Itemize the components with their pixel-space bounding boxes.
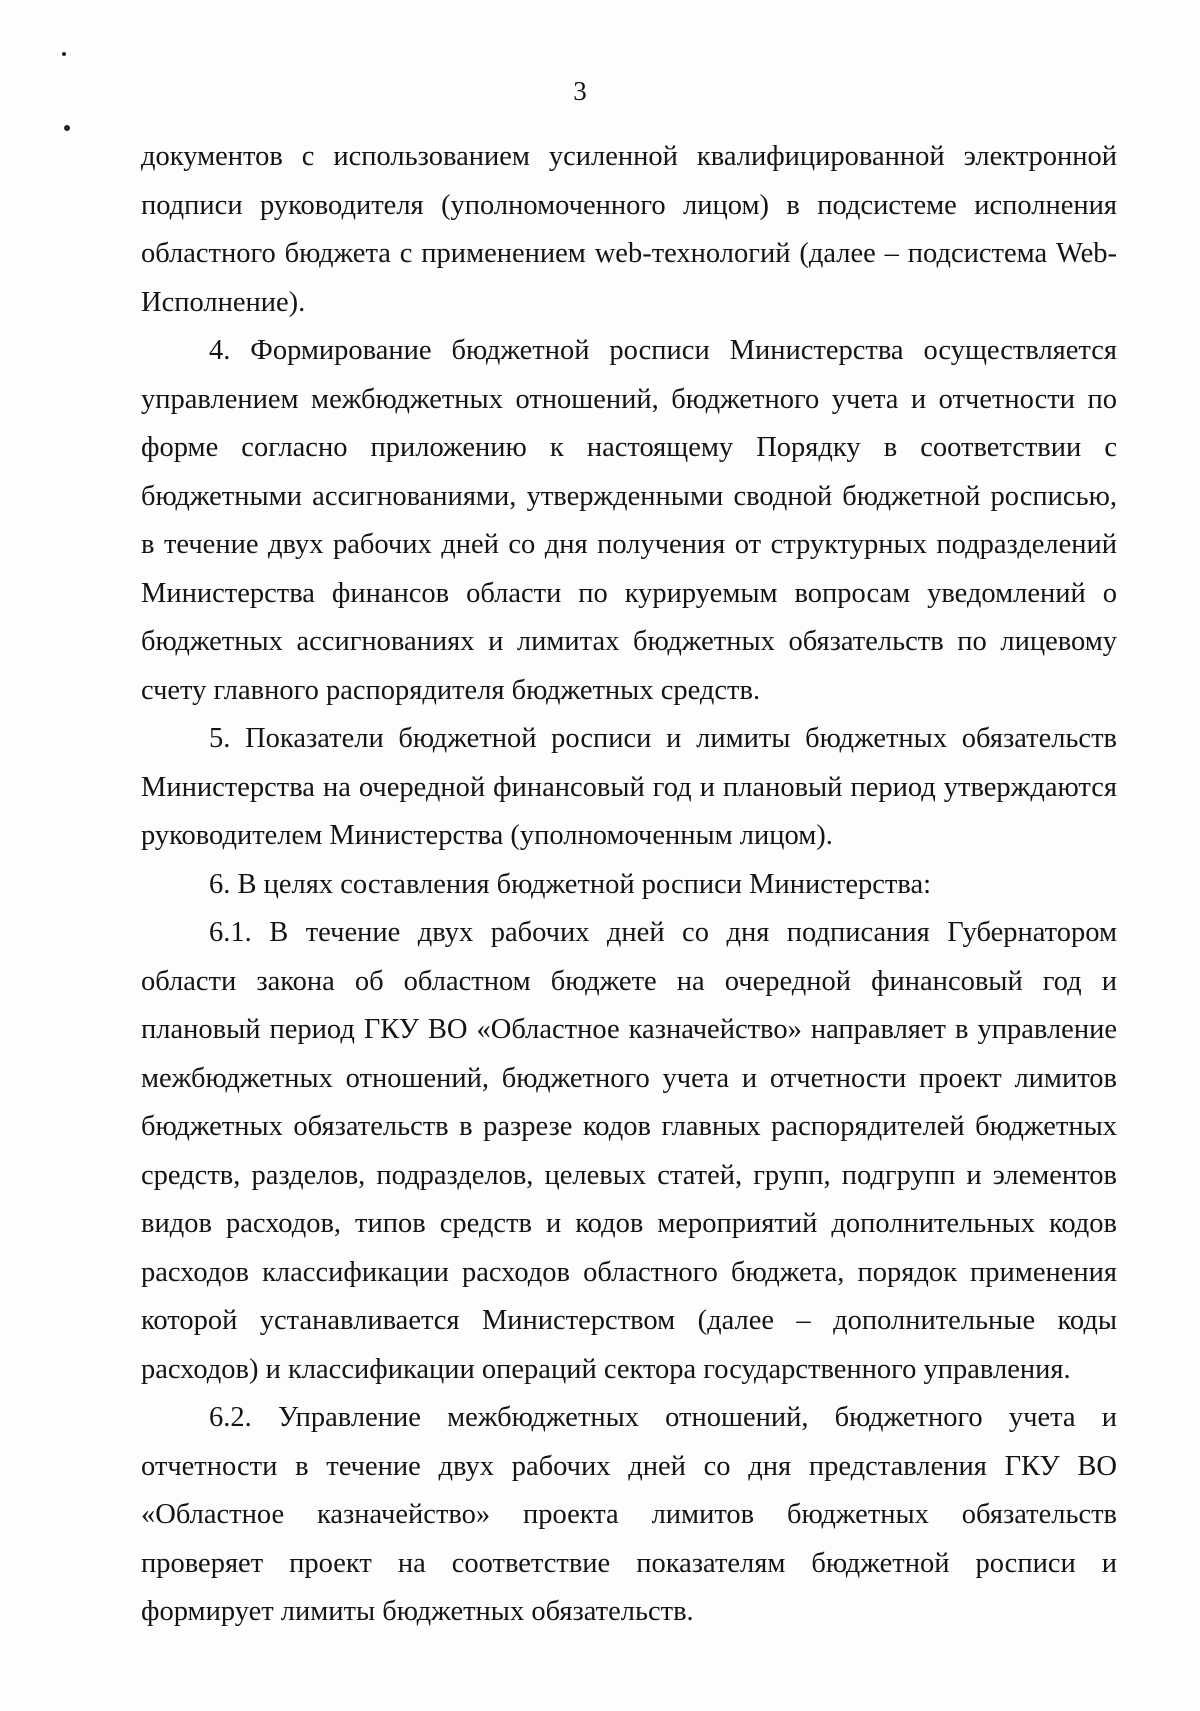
page-number: 3 <box>573 76 587 106</box>
paragraph-4: 4. Формирование бюджетной росписи Министерства осуществляется управлением межбюджетных отношений, бюджетного учета и отчетности по форме согласно приложению к настоящему Порядку в соответствии с бюджетными ассигнованиями, утвержденными сводной бюджетной росписью, в течение двух рабочих дней со дня получения от структурных подразделений Министерства финансов области по курируемым вопросам уведомлений о бюджетных ассигнованиях и лимитах бюджетных обязательств по лицевому счету главного распорядителя бюджетных средств. <box>141 335 1117 706</box>
paragraph-continuation: документов с использованием усиленной квалифицированной электронной подписи руководителя (уполномоченного лицом) в подсистеме исполнения областного бюджета с применением web-технологий (далее – подсистема Web-Исполнение). <box>141 141 1117 318</box>
paragraph-6: 6. В целях составления бюджетной росписи Министерства: <box>209 868 932 900</box>
scan-speck <box>64 125 70 131</box>
paragraph-5: 5. Показатели бюджетной росписи и лимиты бюджетных обязательств Министерства на очередной финансовый год и плановый период утверждаются руководителем Министерства (уполномоченным лицом). <box>141 723 1117 851</box>
paragraph-6-1: 6.1. В течение двух рабочих дней со дня подписания Губернатором области закона об областном бюджете на очередной финансовый год и плановый период ГКУ ВО «Областное казначейство» направляет в управление межбюджетных отношений, бюджетного учета и отчетности проект лимитов бюджетных обязательств в разрезе кодов главных распорядителей бюджетных средств, разделов, подразделов, целевых статей, групп, подгрупп и элементов видов расходов, типов средств и кодов мероприятий дополнительных кодов расходов классификации расходов областного бюджета, порядок применения которой устанавливается Министерством (далее – дополнительные коды расходов) и классификации операций сектора государственного управления. <box>141 917 1117 1385</box>
document-body <box>141 133 1117 1637</box>
paragraph-6-2: 6.2. Управление межбюджетных отношений, бюджетного учета и отчетности в течение двух рабочих дней со дня представления ГКУ ВО «Областное казначейство» проекта лимитов бюджетных обязательств проверяет проект на соответствие показателям бюджетной росписи и формирует лимиты бюджетных обязательств. <box>141 1402 1117 1627</box>
scan-speck <box>62 52 66 56</box>
